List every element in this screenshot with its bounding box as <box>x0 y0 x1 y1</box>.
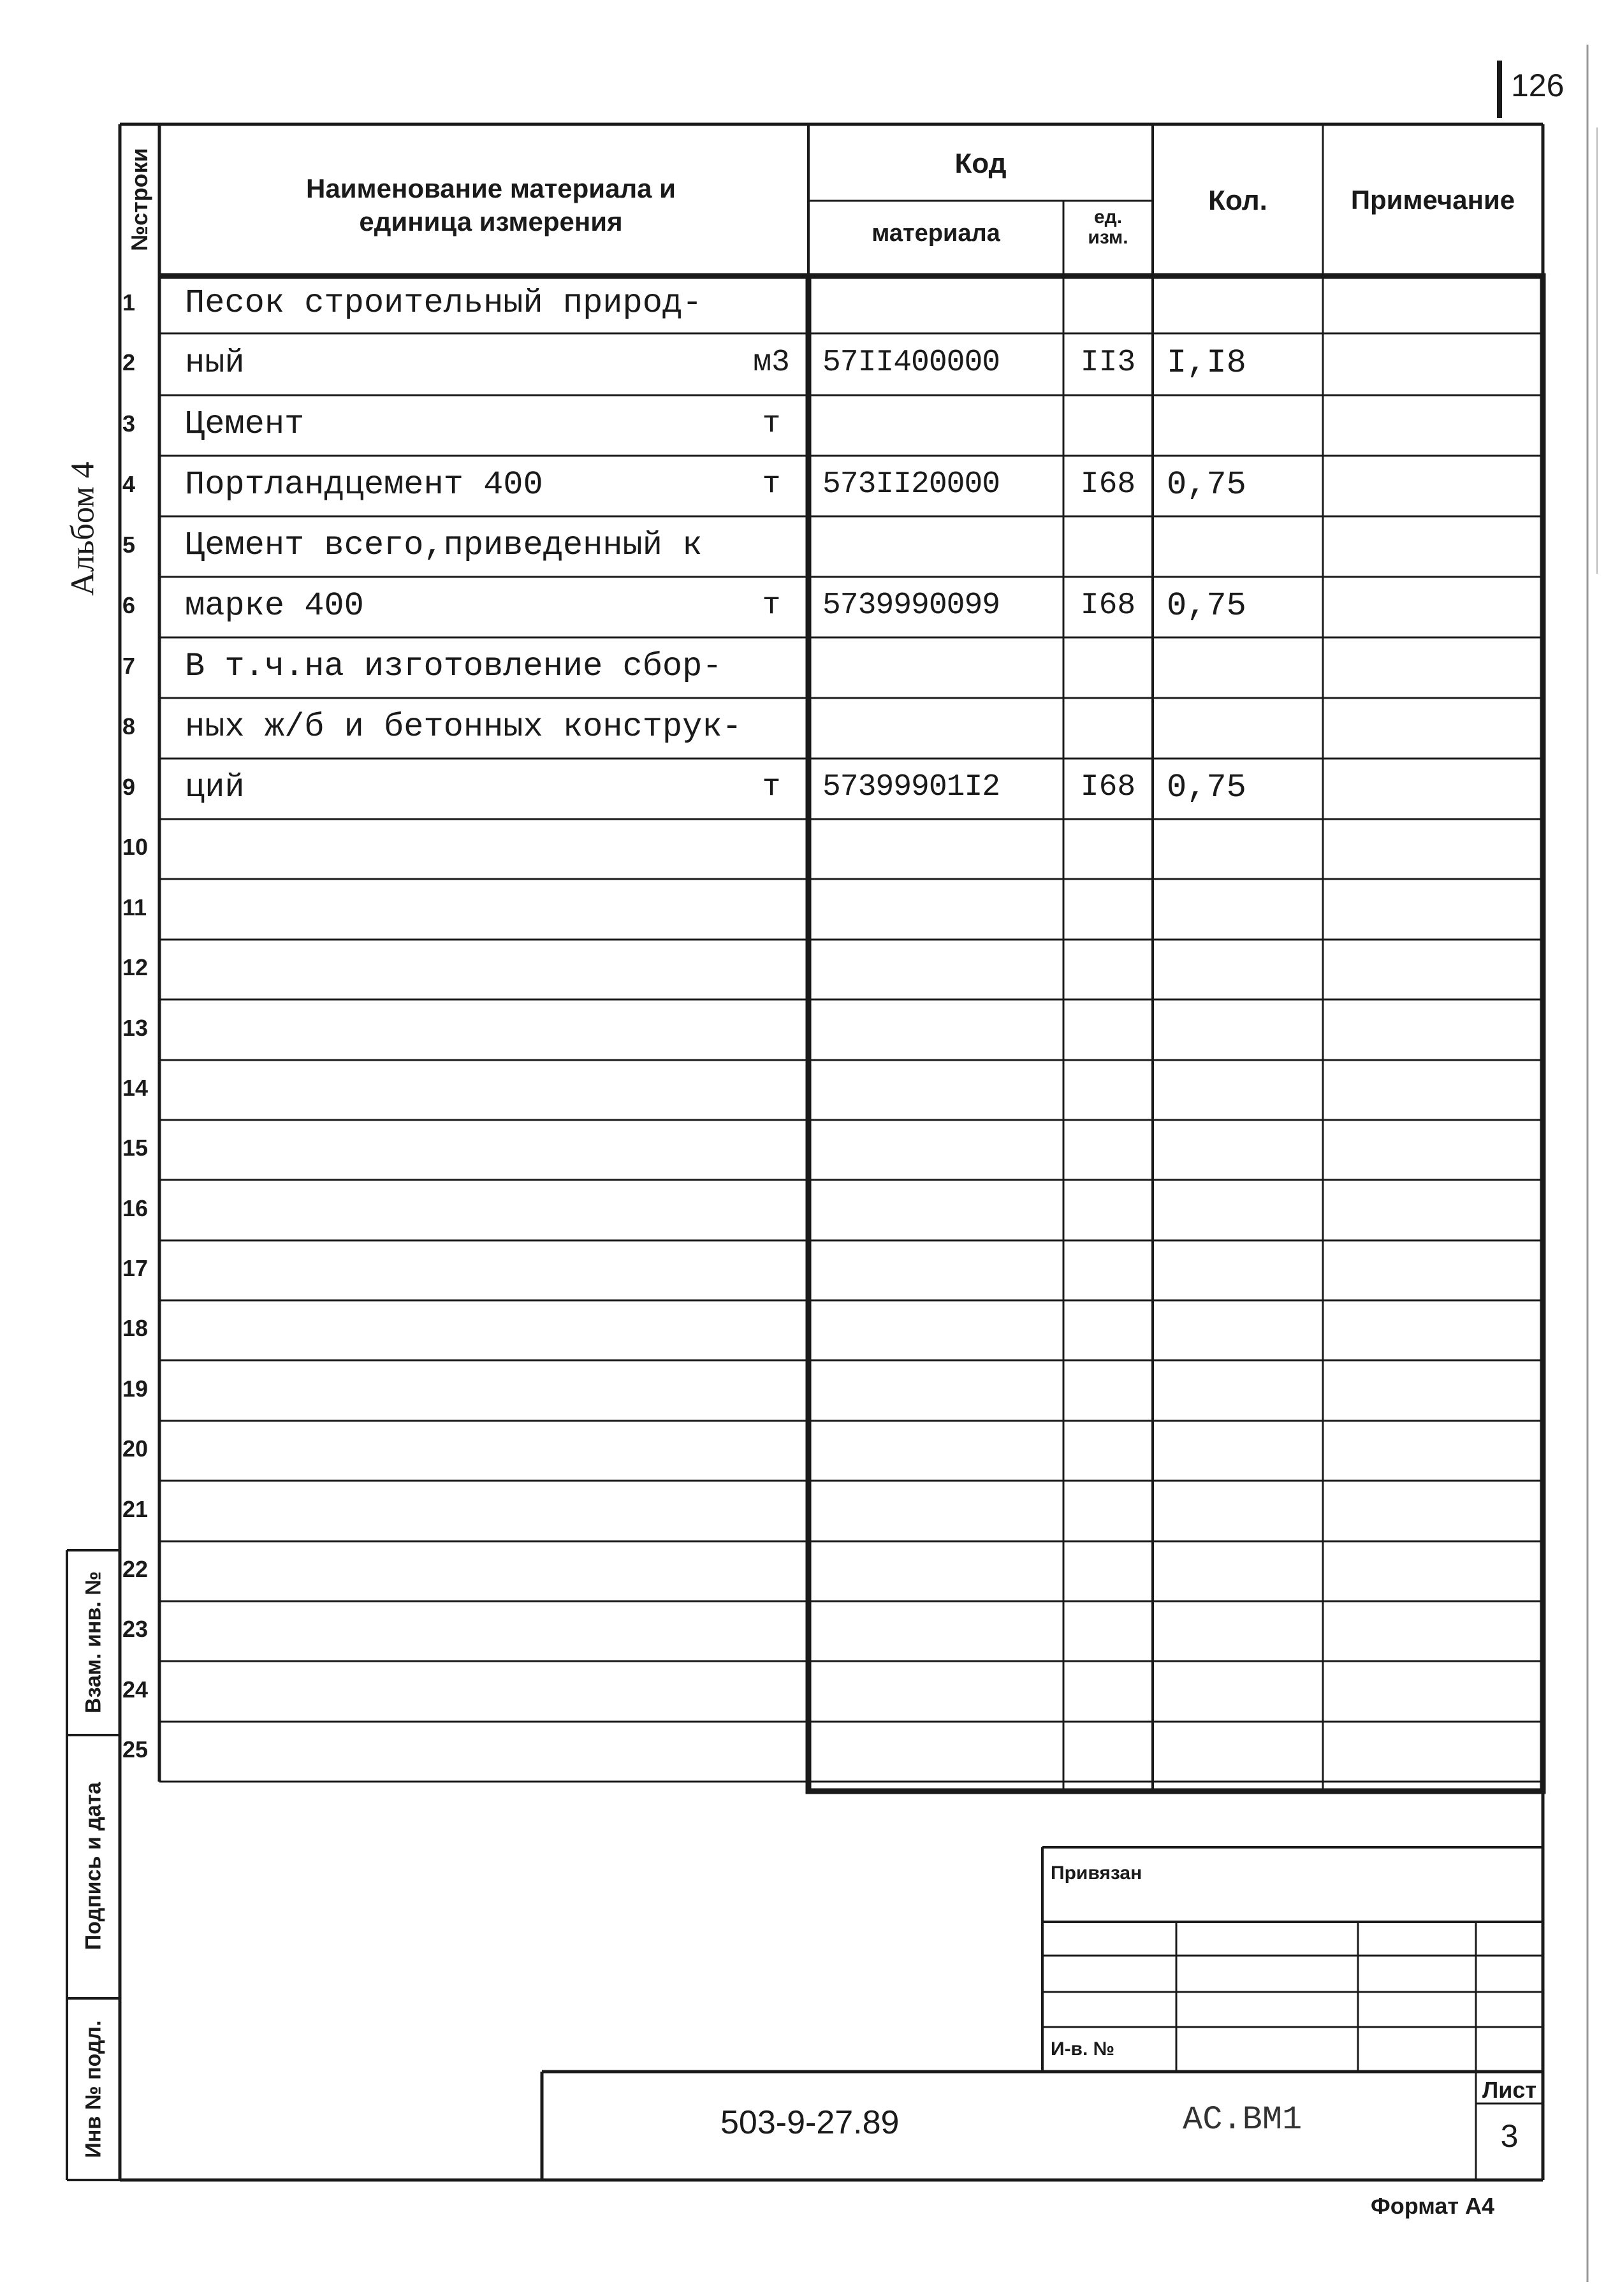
stamp-inv-podl: Инв № подл. <box>81 2020 106 2158</box>
row-number: 10 <box>122 834 149 860</box>
material-name: марке 400 <box>185 587 364 625</box>
row-number: 8 <box>122 713 136 739</box>
table-row <box>0 516 1620 577</box>
doc-code: АС.ВМ1 <box>1183 2101 1303 2139</box>
unit-code: I68 <box>1080 770 1136 804</box>
doc-number: 503-9-27.89 <box>720 2104 900 2141</box>
material-name: В т.ч.на изготовление сбор- <box>185 648 722 685</box>
table-row <box>0 456 1620 516</box>
material-name: ный <box>185 344 245 382</box>
row-number: 19 <box>122 1376 149 1402</box>
table-row <box>0 276 1620 333</box>
inv-no-label: И-в. № <box>1051 2038 1115 2060</box>
table-row <box>0 1180 1620 1240</box>
row-number: 22 <box>122 1556 149 1582</box>
row-number: 18 <box>122 1315 149 1341</box>
material-name: ций <box>185 769 245 806</box>
row-number: 11 <box>122 894 147 920</box>
row-number: 17 <box>122 1255 149 1281</box>
table-row <box>0 333 1620 395</box>
row-number: 25 <box>122 1736 149 1762</box>
row-number: 2 <box>122 349 136 375</box>
table-row <box>0 1661 1620 1722</box>
row-number: 14 <box>122 1075 149 1101</box>
table-row <box>0 395 1620 456</box>
row-number: 9 <box>122 774 136 800</box>
material-name: Цемент <box>185 405 305 443</box>
table-row <box>0 1601 1620 1661</box>
row-number: 5 <box>122 532 136 558</box>
format-label: Формат А4 <box>1371 2193 1495 2219</box>
header-note: Примечание <box>1350 185 1515 215</box>
sheet-value: 3 <box>1500 2118 1519 2154</box>
material-code: 5739990099 <box>822 588 1000 623</box>
row-number: 20 <box>122 1435 149 1462</box>
table-row <box>0 637 1620 698</box>
material-code: 57399901I2 <box>822 770 1000 804</box>
quantity: 0,75 <box>1167 466 1246 504</box>
stamp-vzam-inv: Взам. инв. № <box>81 1571 106 1714</box>
header-name: Наименование материала и единица измерения <box>306 173 676 236</box>
table-row <box>0 698 1620 759</box>
row-number: 6 <box>122 592 136 618</box>
quantity: 0,75 <box>1167 587 1246 625</box>
row-number: 16 <box>122 1195 149 1221</box>
page-number: 126 <box>1511 68 1565 103</box>
unit-label: т <box>762 770 781 804</box>
header-material: материала <box>872 220 1000 247</box>
material-code: 573II20000 <box>822 467 1000 502</box>
table-row <box>0 1240 1620 1300</box>
row-number: 13 <box>122 1015 149 1041</box>
table-row <box>0 1060 1620 1120</box>
row-number: 12 <box>122 954 149 980</box>
row-number: 23 <box>122 1616 149 1642</box>
header-row-number: №строки <box>126 148 152 251</box>
stamp-sign-date: Подпись и дата <box>81 1782 106 1951</box>
album-label: Альбом 4 <box>64 461 101 596</box>
row-number: 21 <box>122 1496 149 1522</box>
material-name: Цемент всего,приведенный к <box>185 527 703 564</box>
sheet-label: Лист <box>1482 2077 1537 2103</box>
table-row <box>0 999 1620 1060</box>
quantity: I,I8 <box>1167 344 1246 382</box>
table-row <box>0 759 1620 819</box>
unit-label: т <box>762 467 781 502</box>
material-name: Песок строительный природ- <box>185 284 703 322</box>
table-row <box>0 1541 1620 1601</box>
unit-label: т <box>762 407 781 441</box>
row-number: 4 <box>122 471 136 497</box>
header-qty: Кол. <box>1208 185 1267 216</box>
table-row <box>0 1300 1620 1360</box>
unit-code: II3 <box>1080 345 1136 380</box>
table-row <box>0 940 1620 999</box>
header-code: Код <box>954 148 1007 179</box>
table-row <box>0 879 1620 940</box>
unit-label: м3 <box>753 345 790 380</box>
unit-code: I68 <box>1080 467 1136 502</box>
header-unit-line2: изм. <box>1088 227 1128 248</box>
material-name: ных ж/б и бетонных конструк- <box>185 708 742 746</box>
unit-code: I68 <box>1080 588 1136 623</box>
material-code: 57II400000 <box>822 345 1000 380</box>
table-row <box>0 1120 1620 1180</box>
unit-label: т <box>762 588 781 623</box>
table-row <box>0 1360 1620 1421</box>
privyazan-label: Привязан <box>1051 1863 1142 1884</box>
row-number: 3 <box>122 411 136 437</box>
row-number: 7 <box>122 653 136 679</box>
material-name: Портландцемент 400 <box>185 466 543 504</box>
row-number: 15 <box>122 1135 149 1161</box>
header-unit-line1: ед. <box>1093 207 1123 228</box>
table-row <box>0 577 1620 637</box>
row-number: 24 <box>122 1676 149 1703</box>
table-row <box>0 1481 1620 1541</box>
quantity: 0,75 <box>1167 769 1246 806</box>
table-row <box>0 1722 1620 1782</box>
table-row <box>0 1421 1620 1481</box>
row-number: 1 <box>122 289 136 316</box>
table-row <box>0 819 1620 879</box>
